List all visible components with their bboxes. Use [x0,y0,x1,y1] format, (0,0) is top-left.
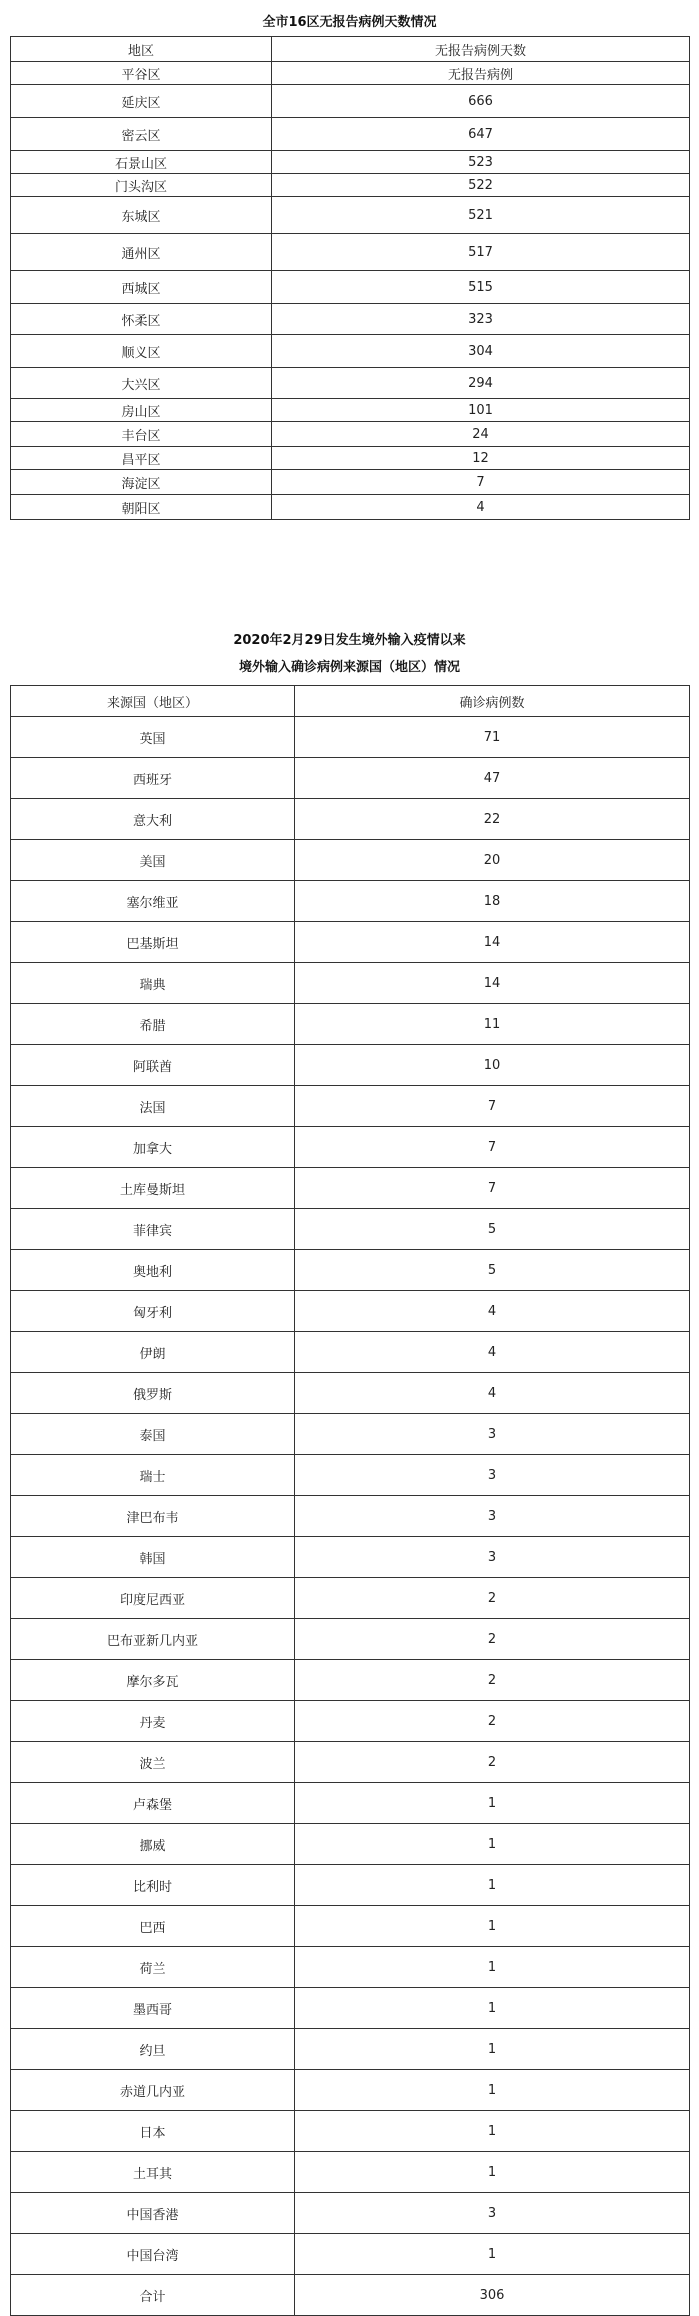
cell-value: 1 [295,1947,690,1988]
table2-title-line2: 境外输入确诊病例来源国（地区）情况 [238,660,460,675]
cell-value: 3 [295,1414,690,1455]
table-row [11,1865,690,1906]
cell-label: 石景山区 [11,151,272,174]
table-row [11,2070,690,2111]
cell-value: 521 [272,197,690,234]
cell-label: 俄罗斯 [11,1373,295,1414]
cell-label: 塞尔维亚 [11,881,295,922]
cell-label: 约旦 [11,2029,295,2070]
cell-value: 7 [295,1127,690,1168]
cell-value: 18 [295,881,690,922]
table1-title: 全市16区无报告病例天数情况 [262,15,437,30]
table-row [11,304,690,335]
cell-label: 昌平区 [11,447,272,470]
cell-value: 5 [295,1250,690,1291]
cell-label: 平谷区 [11,62,272,85]
table-row [11,840,690,881]
table-row [11,1906,690,1947]
cell-value: 5 [295,1209,690,1250]
cell-label: 通州区 [11,234,272,271]
cell-value: 517 [272,234,690,271]
cell-label: 海淀区 [11,470,272,495]
cell-value: 11 [295,1004,690,1045]
cell-value: 101 [272,399,690,422]
table-row [11,271,690,304]
no-case-days-table [10,36,690,520]
cell-label: 地区 [11,37,272,62]
cell-value: 1 [295,2234,690,2275]
cell-label: 西城区 [11,271,272,304]
table-subheader-row [11,62,690,85]
cell-label: 来源国（地区） [11,686,295,717]
table-row [11,422,690,447]
cell-value: 无报告病例 [272,62,690,85]
cell-label: 卢森堡 [11,1783,295,1824]
cell-label: 墨西哥 [11,1988,295,2029]
cell-label: 荷兰 [11,1947,295,1988]
table-header-row [11,37,690,62]
table-row [11,1168,690,1209]
table-row [11,1291,690,1332]
cell-label: 阿联酋 [11,1045,295,1086]
cell-value: 2 [295,1619,690,1660]
cell-label: 怀柔区 [11,304,272,335]
cell-label: 泰国 [11,1414,295,1455]
table-row [11,1619,690,1660]
table-row [11,1742,690,1783]
cell-label: 希腊 [11,1004,295,1045]
table-row [11,1086,690,1127]
table-row [11,799,690,840]
table-row [11,118,690,151]
cell-label: 加拿大 [11,1127,295,1168]
cell-value: 647 [272,118,690,151]
cell-value: 323 [272,304,690,335]
cell-value: 10 [295,1045,690,1086]
cell-value: 3 [295,2193,690,2234]
cell-label: 密云区 [11,118,272,151]
cell-label: 丰台区 [11,422,272,447]
table-row [11,335,690,368]
table-row [11,758,690,799]
table-row [11,963,690,1004]
table-row [11,399,690,422]
cell-value: 12 [272,447,690,470]
cell-value: 7 [295,1168,690,1209]
table-row [11,2111,690,2152]
cell-value: 1 [295,1824,690,1865]
cell-label: 瑞典 [11,963,295,1004]
table-row [11,1824,690,1865]
table-row [11,1004,690,1045]
cell-value: 4 [295,1332,690,1373]
cell-label: 土耳其 [11,2152,295,2193]
cell-value: 304 [272,335,690,368]
table-header-row [11,686,690,717]
table-row [11,1496,690,1537]
table-row [11,1250,690,1291]
cell-label: 巴布亚新几内亚 [11,1619,295,1660]
table-row [11,2234,690,2275]
cell-label: 菲律宾 [11,1209,295,1250]
cell-value: 1 [295,1988,690,2029]
table-row [11,881,690,922]
table-row [11,2152,690,2193]
cell-label: 巴基斯坦 [11,922,295,963]
table-row [11,151,690,174]
cell-value: 无报告病例天数 [272,37,690,62]
table-total-row [11,2275,690,2316]
table-row [11,1537,690,1578]
cell-value: 1 [295,1906,690,1947]
table-row [11,1783,690,1824]
cell-value: 确诊病例数 [295,686,690,717]
cell-label: 伊朗 [11,1332,295,1373]
cell-value: 1 [295,2111,690,2152]
cell-label: 东城区 [11,197,272,234]
table-row [11,1701,690,1742]
table-row [11,922,690,963]
table-row [11,495,690,520]
cell-value: 2 [295,1742,690,1783]
cell-label: 赤道几内亚 [11,2070,295,2111]
table2-title-line1: 2020年2月29日发生境外输入疫情以来 [233,633,466,648]
cell-label: 韩国 [11,1537,295,1578]
cell-value: 71 [295,717,690,758]
cell-label: 土库曼斯坦 [11,1168,295,1209]
cell-label: 法国 [11,1086,295,1127]
cell-label: 西班牙 [11,758,295,799]
table-row [11,1947,690,1988]
cell-label: 大兴区 [11,368,272,399]
cell-value: 2 [295,1701,690,1742]
cell-value: 1 [295,2070,690,2111]
cell-label: 挪威 [11,1824,295,1865]
cell-value: 1 [295,2152,690,2193]
cell-label: 日本 [11,2111,295,2152]
cell-label: 瑞士 [11,1455,295,1496]
table-row [11,1373,690,1414]
cell-value: 3 [295,1455,690,1496]
cell-value: 666 [272,85,690,118]
cell-label: 英国 [11,717,295,758]
cell-value: 1 [295,1865,690,1906]
table-row [11,1455,690,1496]
table-row [11,1988,690,2029]
cell-value: 7 [295,1086,690,1127]
cell-label: 奥地利 [11,1250,295,1291]
table-row [11,717,690,758]
cell-value: 14 [295,963,690,1004]
imported-cases-table [10,685,690,2316]
table-row [11,85,690,118]
cell-label: 摩尔多瓦 [11,1660,295,1701]
table-row [11,1414,690,1455]
cell-label: 朝阳区 [11,495,272,520]
cell-value: 2 [295,1578,690,1619]
cell-value: 7 [272,470,690,495]
table-row [11,234,690,271]
table-row [11,1127,690,1168]
cell-label: 延庆区 [11,85,272,118]
table-row [11,1332,690,1373]
cell-value: 1 [295,1783,690,1824]
table-row [11,447,690,470]
cell-label: 意大利 [11,799,295,840]
cell-value: 47 [295,758,690,799]
cell-label: 门头沟区 [11,174,272,197]
cell-label: 匈牙利 [11,1291,295,1332]
cell-value: 4 [272,495,690,520]
cell-value: 2 [295,1660,690,1701]
cell-value: 3 [295,1537,690,1578]
cell-value: 1 [295,2029,690,2070]
cell-label: 美国 [11,840,295,881]
table-row [11,470,690,495]
cell-label: 印度尼西亚 [11,1578,295,1619]
cell-label: 合计 [11,2275,295,2316]
table-row [11,197,690,234]
cell-label: 中国台湾 [11,2234,295,2275]
cell-value: 306 [295,2275,690,2316]
cell-value: 4 [295,1291,690,1332]
cell-label: 巴西 [11,1906,295,1947]
cell-label: 比利时 [11,1865,295,1906]
table-row [11,2029,690,2070]
cell-label: 丹麦 [11,1701,295,1742]
table-row [11,1209,690,1250]
table-row [11,2193,690,2234]
cell-value: 14 [295,922,690,963]
cell-value: 523 [272,151,690,174]
cell-label: 房山区 [11,399,272,422]
table-row [11,174,690,197]
table-row [11,368,690,399]
table-row [11,1578,690,1619]
cell-value: 24 [272,422,690,447]
cell-value: 3 [295,1496,690,1537]
cell-label: 中国香港 [11,2193,295,2234]
table-row [11,1045,690,1086]
cell-value: 4 [295,1373,690,1414]
table-row [11,1660,690,1701]
cell-label: 津巴布韦 [11,1496,295,1537]
cell-value: 294 [272,368,690,399]
cell-value: 22 [295,799,690,840]
cell-value: 522 [272,174,690,197]
cell-value: 20 [295,840,690,881]
cell-label: 波兰 [11,1742,295,1783]
cell-value: 515 [272,271,690,304]
cell-label: 顺义区 [11,335,272,368]
